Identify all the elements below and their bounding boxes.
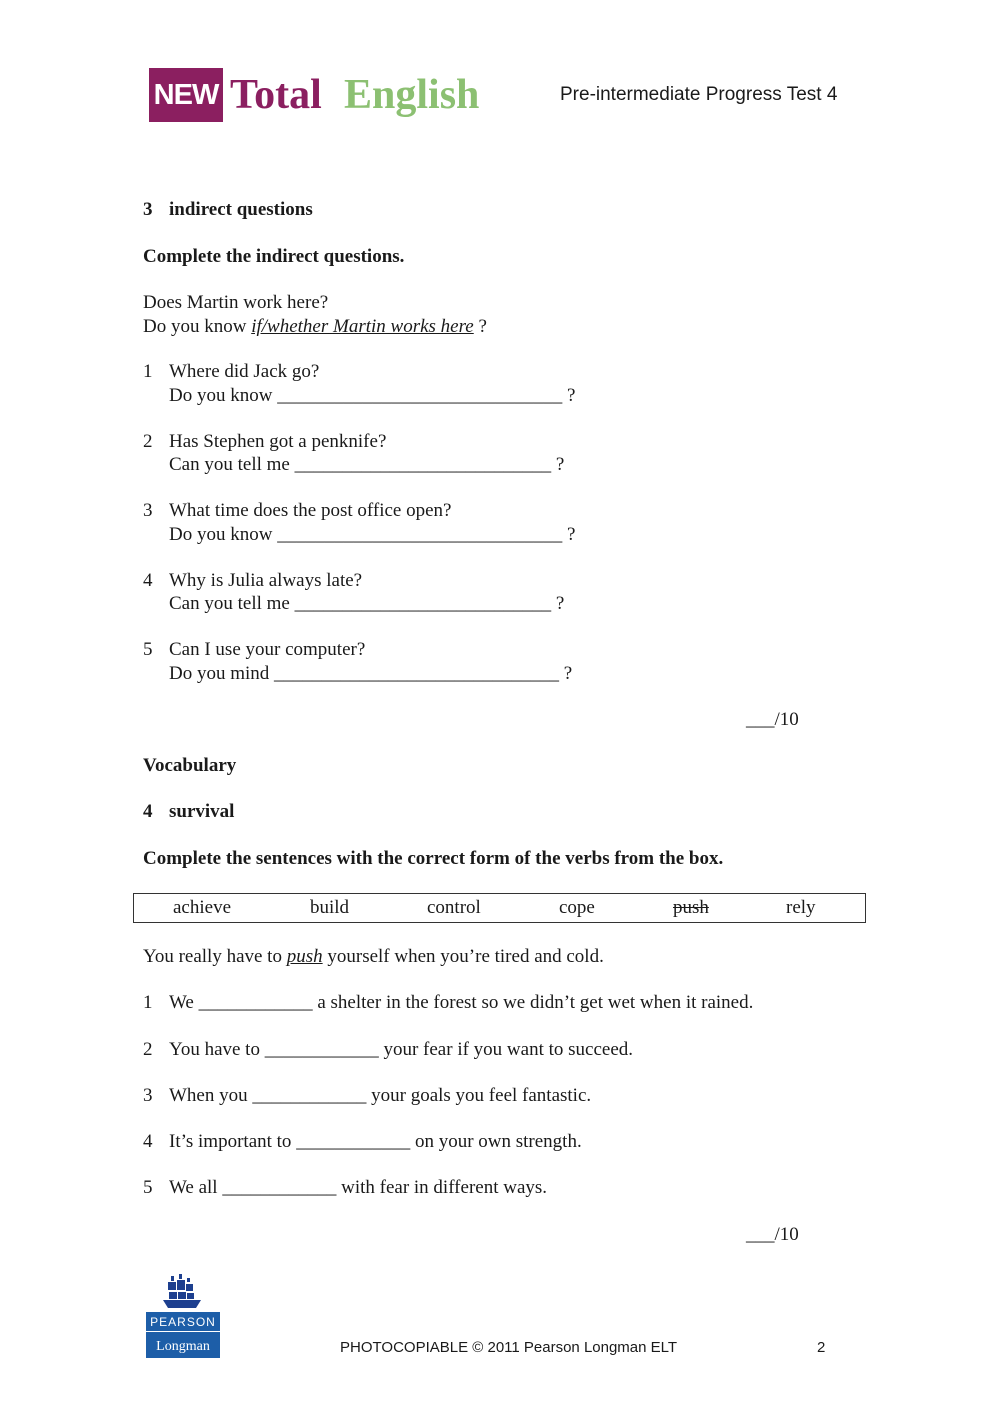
- box-word: build: [310, 897, 350, 918]
- sentence-item-2: [143, 1038, 633, 1062]
- answer-blank[interactable]: ___________________________: [294, 593, 552, 614]
- item-prompt: Do you know: [169, 524, 273, 545]
- answer-blank[interactable]: ____________: [264, 1039, 379, 1060]
- answer-line-5: [143, 662, 572, 686]
- item-before: It’s important to: [169, 1131, 292, 1152]
- question-item-2: [143, 430, 386, 454]
- pearson-label: PEARSON: [150, 1315, 216, 1329]
- item-question: Why is Julia always late?: [169, 570, 363, 591]
- item-before: We: [169, 992, 194, 1013]
- answer-blank[interactable]: ______________________________: [277, 524, 563, 545]
- test-title: Pre-intermediate Progress Test 4: [560, 84, 838, 105]
- example-answer: if/whether Martin works here: [251, 316, 474, 337]
- section-4-heading: [143, 800, 234, 824]
- answer-blank[interactable]: ____________: [252, 1085, 367, 1106]
- example-answer: push: [286, 946, 323, 967]
- logo-english-text: English: [344, 72, 480, 118]
- item-number: 5: [143, 1177, 153, 1198]
- section-number: 3: [143, 199, 153, 220]
- logo-new-badge: NEW: [149, 68, 223, 122]
- item-before: We all: [169, 1177, 218, 1198]
- box-word: control: [427, 897, 481, 918]
- item-number: 2: [143, 431, 153, 452]
- item-question: Can I use your computer?: [169, 639, 366, 660]
- question-mark: ?: [566, 385, 576, 406]
- sentence-item-5: [143, 1176, 547, 1200]
- section-4-instruction: Complete the sentences with the correct form of the verbs from the box.: [143, 848, 724, 869]
- item-after: on your own strength.: [414, 1131, 582, 1152]
- item-prompt: Can you tell me: [169, 593, 290, 614]
- item-number: 2: [143, 1039, 153, 1060]
- item-number: 5: [143, 639, 153, 660]
- box-word: rely: [786, 897, 816, 918]
- section-3-heading: [143, 198, 313, 222]
- sentence-item-4: [143, 1130, 582, 1154]
- question-item-3: [143, 499, 451, 523]
- answer-blank[interactable]: ______________________________: [274, 663, 560, 684]
- item-number: 4: [143, 570, 153, 591]
- item-question: Where did Jack go?: [169, 361, 320, 382]
- answer-line-4: [143, 592, 564, 616]
- box-word: achieve: [173, 897, 232, 918]
- item-after: with fear in different ways.: [341, 1177, 548, 1198]
- example-sentence: [143, 945, 604, 969]
- item-prompt: Do you know: [169, 385, 273, 406]
- item-question: Has Stephen got a penknife?: [169, 431, 387, 452]
- item-number: 3: [143, 1085, 153, 1106]
- page-number: 2: [817, 1339, 826, 1356]
- example-after: yourself when you’re tired and cold.: [327, 946, 604, 967]
- item-number: 4: [143, 1131, 153, 1152]
- section-4-score: ___/10: [746, 1224, 799, 1245]
- question-mark: ?: [478, 316, 487, 337]
- example-before: You really have to: [143, 946, 282, 967]
- example-prompt: Do you know: [143, 316, 247, 337]
- word-box: [133, 893, 866, 923]
- item-number: 3: [143, 500, 153, 521]
- question-item-4: [143, 569, 362, 593]
- answer-blank[interactable]: ____________: [198, 992, 313, 1013]
- question-mark: ?: [566, 524, 576, 545]
- copyright-notice: PHOTOCOPIABLE © 2011 Pearson Longman ELT: [340, 1339, 678, 1356]
- question-mark: ?: [563, 663, 573, 684]
- example-question: Does Martin work here?: [143, 292, 329, 313]
- section-3-instruction: Complete the indirect questions.: [143, 246, 405, 267]
- item-prompt: Can you tell me: [169, 454, 290, 475]
- sentence-item-3: [143, 1084, 591, 1108]
- item-after: a shelter in the forest so we didn’t get wet when it rained.: [317, 992, 754, 1013]
- item-before: You have to: [169, 1039, 260, 1060]
- item-question: What time does the post office open?: [169, 500, 452, 521]
- section-title: survival: [169, 801, 235, 822]
- question-item-5: [143, 638, 365, 662]
- vocabulary-title: Vocabulary: [143, 755, 237, 776]
- answer-blank[interactable]: ___________________________: [294, 454, 552, 475]
- box-word-used: push: [673, 897, 709, 918]
- answer-line-1: [143, 384, 575, 408]
- section-number: 4: [143, 801, 153, 822]
- item-prompt: Do you mind: [169, 663, 270, 684]
- item-number: 1: [143, 361, 153, 382]
- box-word: cope: [559, 897, 595, 918]
- answer-blank[interactable]: ____________: [296, 1131, 411, 1152]
- item-after: your goals you feel fantastic.: [371, 1085, 592, 1106]
- answer-line-2: [143, 453, 564, 477]
- item-after: your fear if you want to succeed.: [383, 1039, 634, 1060]
- answer-line-3: [143, 523, 575, 547]
- section-title: indirect questions: [169, 199, 313, 220]
- logo-total-text: Total: [230, 72, 322, 118]
- pearson-longman-logo: [146, 1272, 220, 1358]
- item-number: 1: [143, 992, 153, 1013]
- question-item-1: [143, 360, 319, 384]
- sentence-item-1: [143, 991, 753, 1015]
- item-before: When you: [169, 1085, 248, 1106]
- section-3-score: ___/10: [746, 709, 799, 730]
- question-mark: ?: [555, 454, 565, 475]
- example-answer-line: [143, 315, 487, 339]
- longman-label: Longman: [156, 1339, 210, 1354]
- answer-blank[interactable]: ____________: [222, 1177, 337, 1198]
- question-mark: ?: [555, 593, 565, 614]
- answer-blank[interactable]: ______________________________: [277, 385, 563, 406]
- ship-icon: [146, 1272, 220, 1358]
